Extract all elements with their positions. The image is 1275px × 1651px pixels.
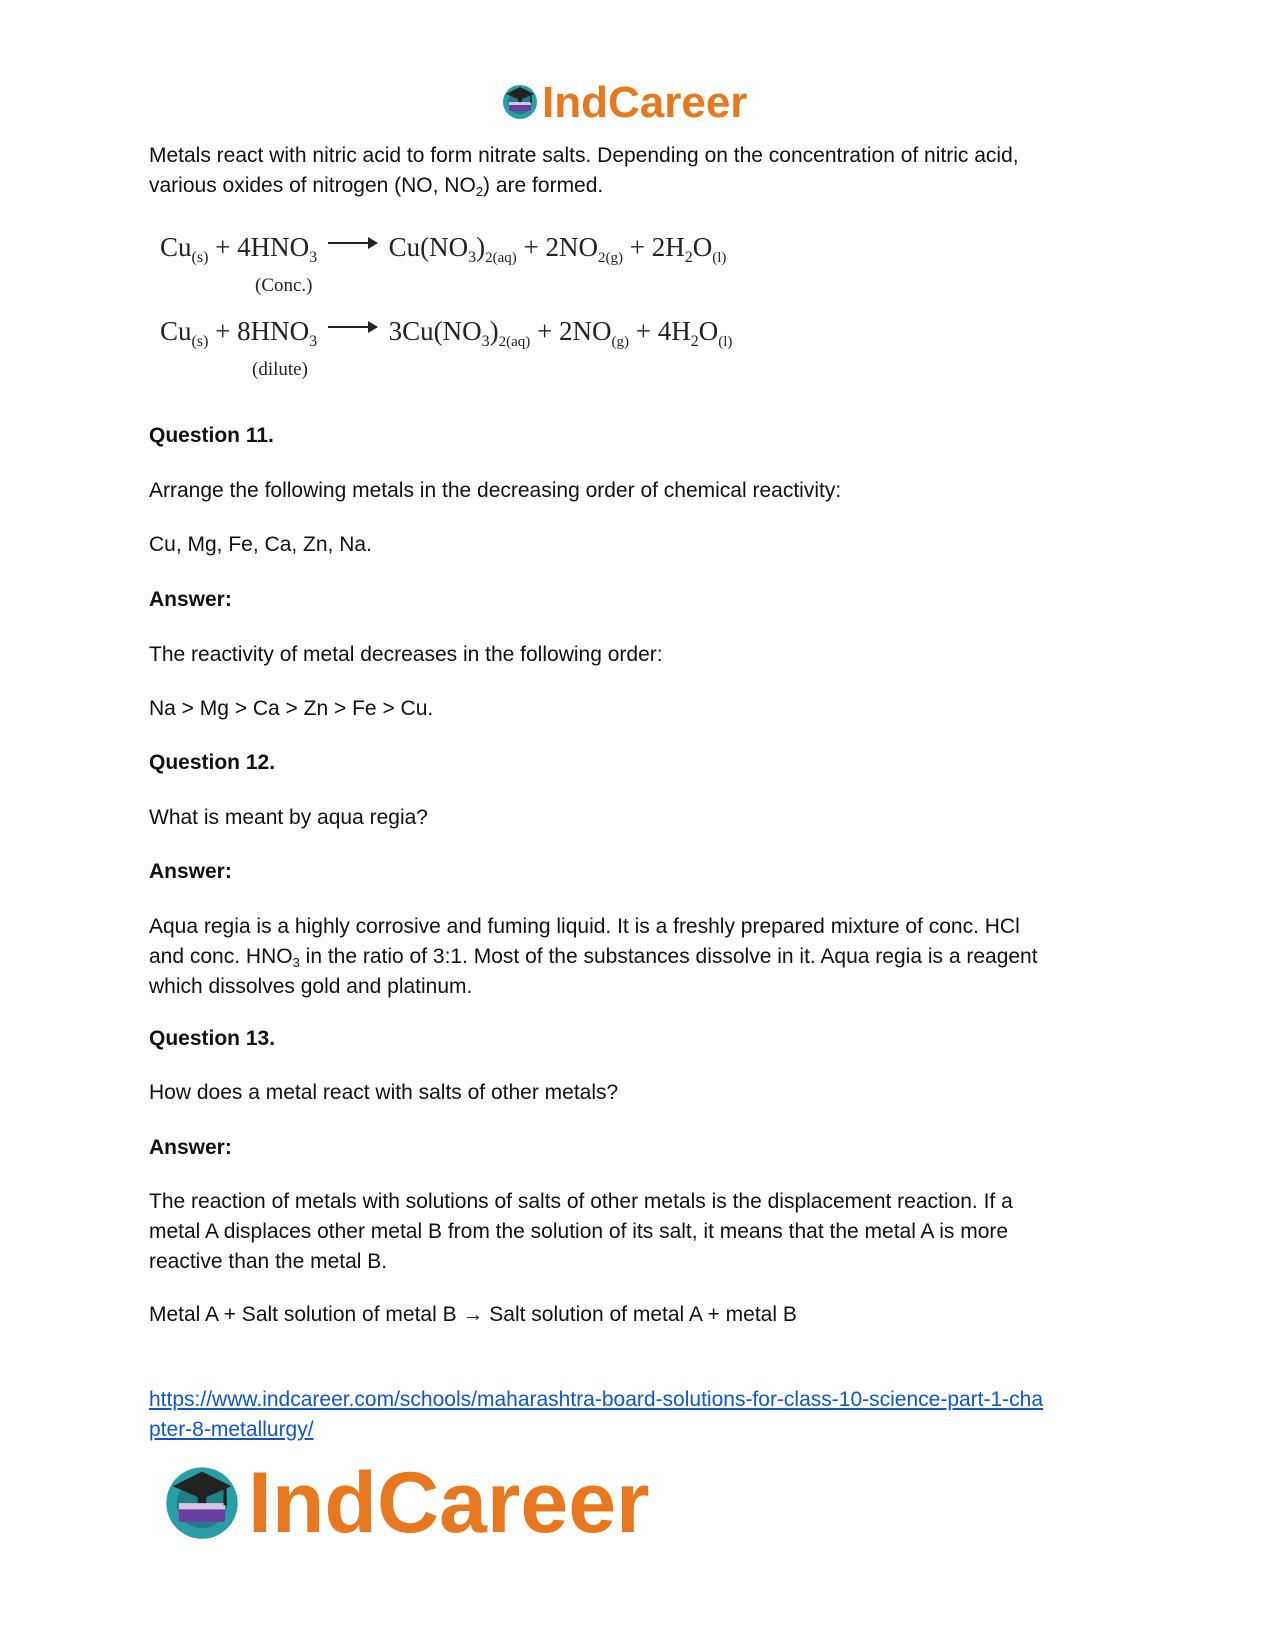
eq2-product-h2o: 4H — [657, 316, 691, 346]
question-11-heading: Question 11. — [149, 424, 274, 447]
eq2-product-close: ) — [489, 316, 499, 346]
eq1-product3-state: (l) — [712, 250, 727, 266]
eq1-product3-o: O — [692, 232, 713, 262]
question-12-text: What is meant by aqua regia? — [149, 806, 428, 829]
answer-11-label: Answer: — [149, 588, 232, 611]
eq2-plus-2: + — [537, 316, 553, 346]
eq2-condition-note: (dilute) — [252, 359, 308, 380]
eq1-reactant-hno3: 4HNO — [237, 232, 310, 262]
eq2-sub-3: 3 — [309, 333, 318, 350]
eq1-product-no2: 2NO — [545, 232, 599, 262]
answer-11-line-2: Na > Mg > Ca > Zn > Fe > Cu. — [149, 697, 434, 720]
source-link-line-1[interactable]: https://www.indcareer.com/schools/maharashtra-board-solutions-for-class-10-science-part-1-cha — [149, 1388, 1044, 1411]
graduation-cap-book-globe-icon — [500, 81, 540, 126]
intro-line-1: Metals react with nitric acid to form nitrate salts. Depending on the concentration of nitric acid, — [149, 144, 1019, 167]
eq1-plus-3: + — [629, 232, 646, 262]
question-12-heading: Question 12. — [149, 751, 276, 774]
header-logo[interactable] — [500, 78, 747, 128]
intro-line-2-sub: 2 — [475, 184, 484, 199]
eq2-reactant-hno3: 8HNO — [237, 316, 310, 346]
eq2-product-state: 2(aq) — [498, 334, 531, 350]
eq1-condition-note: (Conc.) — [255, 275, 313, 296]
graduation-cap-book-globe-icon — [160, 1459, 244, 1548]
answer-13-paragraph — [149, 1187, 1129, 1277]
eq2-product3-state: (l) — [718, 334, 733, 350]
eq1-product-h2o: 2H — [651, 232, 685, 262]
logo-wordmark: IndCareer — [542, 78, 748, 127]
eq1-state-s: (s) — [191, 249, 209, 266]
answer-13-line-1: The reaction of metals with solutions of salts of other metals is the displacement reaction. If a — [149, 1190, 1013, 1213]
equation-dilute — [160, 316, 733, 350]
answer-12-line-1: Aqua regia is a highly corrosive and fuming liquid. It is a freshly prepared mixture of conc. HCl — [149, 915, 1020, 938]
eq2-product3-o: O — [698, 316, 719, 346]
answer-12-line-3: which dissolves gold and platinum. — [149, 975, 473, 998]
answer-13-equation: Metal A + Salt solution of metal B → Salt solution of metal A + metal B — [149, 1303, 797, 1326]
intro-paragraph — [149, 141, 1129, 201]
question-13-heading: Question 13. — [149, 1027, 276, 1050]
intro-line-2-post: ) are formed. — [483, 174, 604, 197]
eq1-reactant-cu: Cu — [160, 232, 192, 262]
eq2-product-sub: 3 — [481, 333, 490, 350]
question-11-list: Cu, Mg, Fe, Ca, Zn, Na. — [149, 533, 372, 556]
answer-12-line-2-pre: and conc. HNO — [149, 945, 293, 968]
eq2-product2-state: (g) — [611, 334, 630, 350]
answer-13-line-2: metal A displaces other metal B from the solution of its salt, it means that the metal A is more — [149, 1220, 1009, 1243]
eq1-product-sub: 3 — [468, 249, 477, 266]
question-11-text: Arrange the following metals in the decreasing order of chemical reactivity: — [149, 479, 842, 502]
eq1-sub-3: 3 — [309, 249, 318, 266]
answer-12-paragraph — [149, 912, 1129, 1002]
source-link-line-2[interactable]: pter-8-metallurgy/ — [149, 1418, 314, 1441]
answer-13-line-3: reactive than the metal B. — [149, 1250, 388, 1273]
eq2-state-s: (s) — [191, 333, 209, 350]
eq2-reactant-cu: Cu — [160, 316, 192, 346]
eq2-product3-sub: 2 — [690, 333, 699, 350]
reaction-arrow-icon — [328, 242, 376, 244]
answer-12-label: Answer: — [149, 860, 232, 883]
eq2-plus-3: + — [635, 316, 652, 346]
answer-12-line-2-post: in the ratio of 3:1. Most of the substances dissolve in it. Aqua regia is a reagent — [299, 945, 1038, 968]
reaction-arrow-icon — [328, 326, 376, 328]
eq1-product2-state: 2(g) — [598, 250, 624, 266]
question-13-text: How does a metal react with salts of other metals? — [149, 1081, 619, 1104]
eq1-plus-2: + — [523, 232, 539, 262]
source-link[interactable] — [149, 1385, 1139, 1445]
logo-wordmark: IndCareer — [248, 1455, 650, 1551]
eq1-product-cuno3: Cu(NO — [388, 232, 469, 262]
eq1-product3-sub: 2 — [684, 249, 693, 266]
eq2-plus: + — [215, 316, 231, 346]
eq1-plus: + — [215, 232, 231, 262]
eq1-product-close: ) — [476, 232, 486, 262]
answer-11-line-1: The reactivity of metal decreases in the following order: — [149, 643, 663, 666]
intro-line-2-pre: various oxides of nitrogen (NO, NO — [149, 174, 476, 197]
equation-concentrated — [160, 232, 727, 266]
eq2-product-cuno3: 3Cu(NO — [388, 316, 482, 346]
answer-13-label: Answer: — [149, 1136, 232, 1159]
answer-12-line-2-sub: 3 — [292, 955, 300, 970]
footer-logo[interactable] — [160, 1455, 650, 1551]
eq2-product-no: 2NO — [559, 316, 612, 346]
eq1-product-state: 2(aq) — [485, 250, 517, 266]
